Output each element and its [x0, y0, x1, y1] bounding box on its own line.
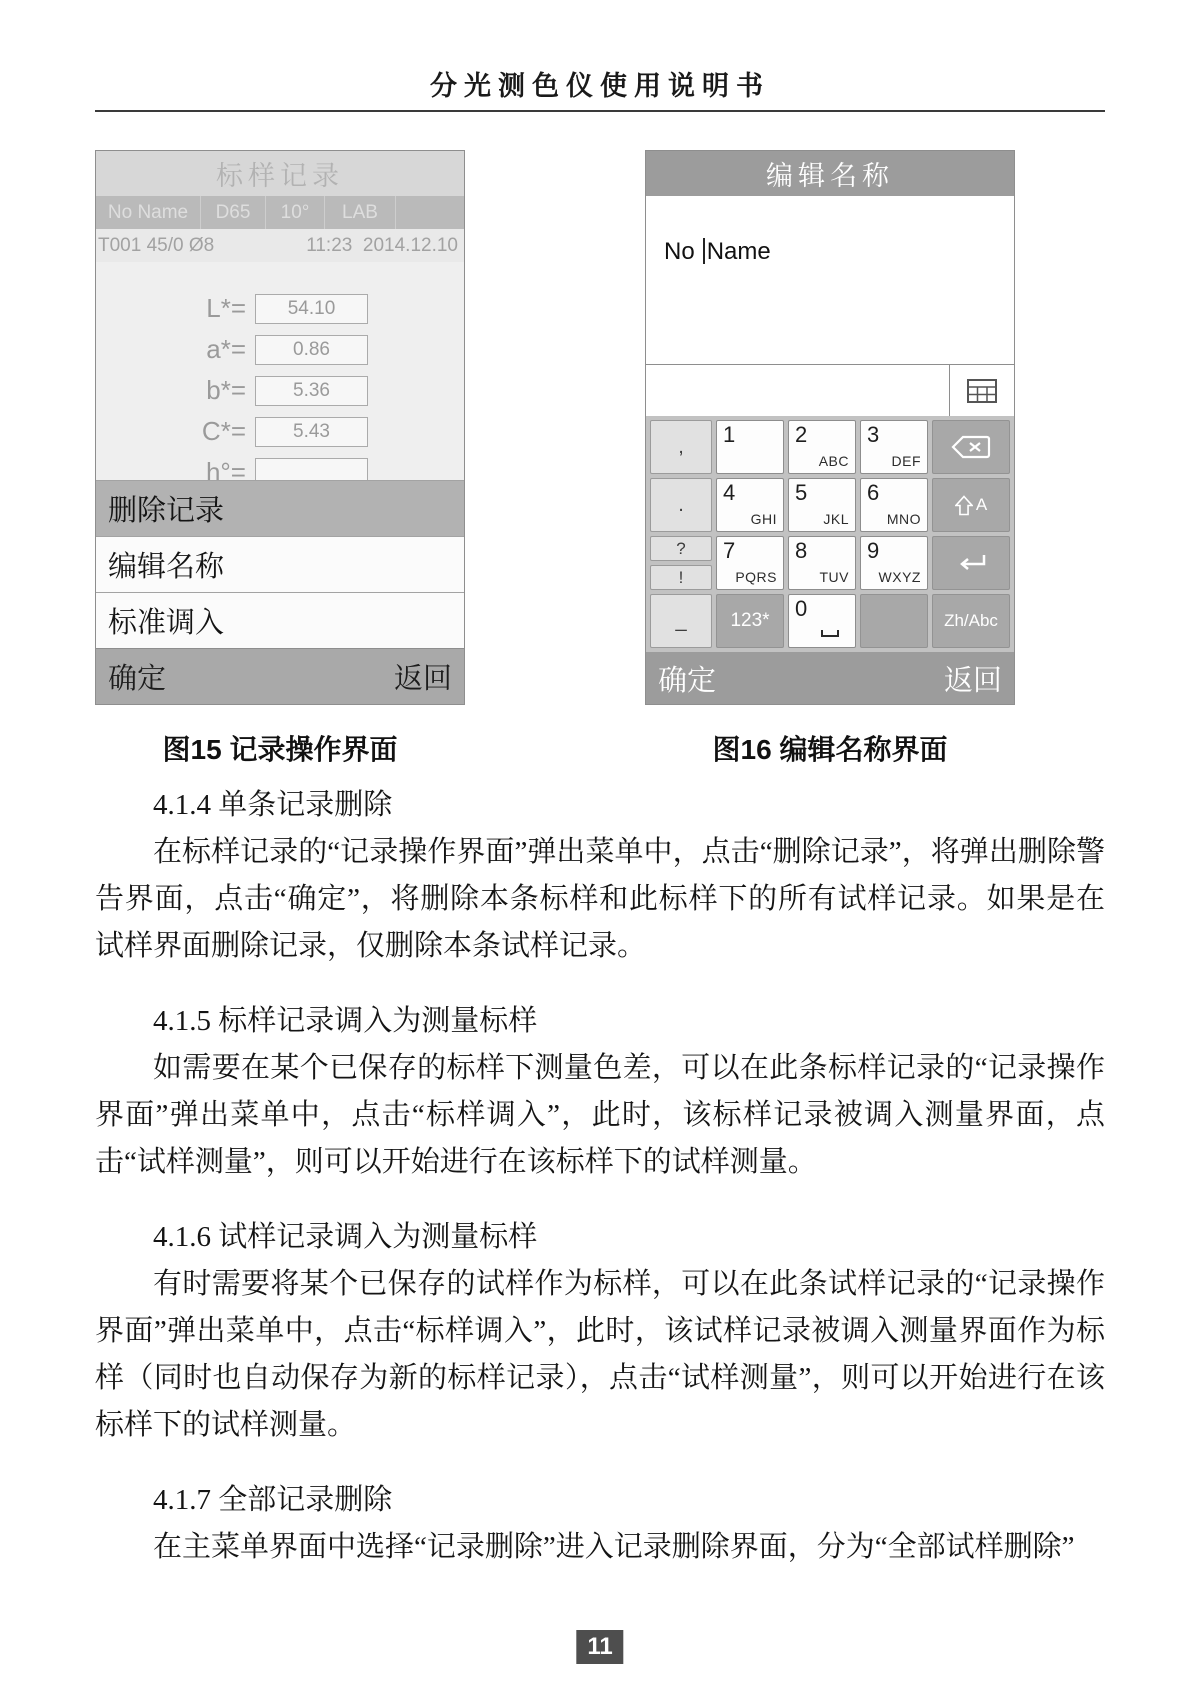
status-illuminant: D65: [201, 196, 266, 229]
value-row-h-clipped: [96, 452, 464, 480]
value-row-L: [96, 288, 464, 329]
status-sample-name: No Name: [96, 196, 201, 229]
language-toggle-key[interactable]: Zh/Abc: [932, 594, 1010, 648]
key-letters: MNO: [886, 511, 921, 527]
section-paragraph: 在标样记录的“记录操作界面”弹出菜单中，点击“删除记录”，将弹出删除警告界面，点击“确定”，将删除本条标样和此标样下的所有试样记录。如果是在试样界面删除记录，仅删除本条试样记录。: [95, 836, 1105, 962]
key-letters: TUV: [819, 569, 849, 585]
key-number: 2: [795, 422, 808, 447]
back-button[interactable]: 返回: [943, 664, 1002, 697]
space-symbol-icon: [821, 630, 839, 637]
value-label: h°=: [205, 457, 246, 480]
shift-key[interactable]: [932, 478, 1010, 532]
section-heading: 4.1.6 试样记录调入为测量标样: [153, 1221, 538, 1253]
key-number: 3: [867, 422, 880, 447]
key-1[interactable]: [716, 420, 784, 474]
enter-key[interactable]: [932, 536, 1010, 590]
record-timestamp: 11:23 2014.12.10: [306, 234, 458, 256]
status-color-space: LAB: [325, 196, 396, 229]
key-5-jkl[interactable]: [788, 478, 856, 532]
fig15-status-bar: [96, 196, 464, 229]
key-0-space[interactable]: [788, 594, 856, 648]
value-field: [255, 458, 368, 481]
key-9-wxyz[interactable]: [860, 536, 928, 590]
t9-keyboard: [646, 416, 1014, 652]
key-letters: ABC: [818, 453, 849, 469]
text-cursor: [703, 238, 705, 264]
value-field: 0.86: [255, 335, 368, 365]
section-4-1-7: [95, 1477, 1105, 1571]
header-rule: [95, 110, 1105, 112]
fig16-bottom-bar: [646, 652, 1014, 704]
value-label: C*=: [201, 416, 246, 446]
status-observer-angle: 10°: [266, 196, 325, 229]
back-button[interactable]: 返回: [393, 663, 452, 695]
key-2-abc[interactable]: [788, 420, 856, 474]
record-info-row: [96, 229, 464, 262]
record-id: T001 45/0 Ø8: [98, 234, 215, 256]
color-values-panel: [96, 262, 464, 480]
key-8-tuv[interactable]: [788, 536, 856, 590]
section-4-1-5: [95, 998, 1105, 1186]
key-letters: PQRS: [735, 569, 777, 585]
section-heading: 4.1.7 全部记录删除: [153, 1484, 393, 1516]
menu-item-load-standard[interactable]: 标准调入: [96, 592, 464, 648]
value-row-b: [96, 370, 464, 411]
punct-key-question[interactable]: ?: [650, 536, 712, 561]
value-label: L*=: [206, 293, 246, 323]
fig16-screen-title: 编辑名称: [646, 151, 1014, 196]
value-field: 54.10: [255, 294, 368, 324]
keyboard-grid-icon: [967, 379, 997, 403]
section-paragraph: 如需要在某个已保存的标样下测量色差，可以在此条标样记录的“记录操作界面”弹出菜单中，点击“标样调入”，此时，该标样记录被调入测量界面，点击“试样测量”，则可以开始进行在该标样下的试样测量。: [95, 1052, 1105, 1178]
menu-item-edit-name[interactable]: 编辑名称: [96, 536, 464, 592]
shift-arrow-icon: [955, 494, 973, 517]
backspace-key[interactable]: [932, 420, 1010, 474]
value-field: 5.43: [255, 417, 368, 447]
keyboard-toggle-button[interactable]: [949, 365, 1014, 416]
value-label: a*=: [206, 334, 246, 364]
value-row-C: [96, 411, 464, 452]
key-letters: JKL: [823, 511, 849, 527]
punct-key-exclaim[interactable]: !: [650, 565, 712, 590]
backspace-icon: [950, 434, 992, 460]
fig15-record-screen: [95, 150, 465, 705]
punct-key-period[interactable]: .: [650, 478, 712, 532]
shift-letter: A: [975, 495, 988, 514]
key-letters: GHI: [750, 511, 777, 527]
fig15-bottom-bar: [96, 648, 464, 704]
key-number: 1: [723, 422, 736, 447]
punct-key-comma[interactable]: ,: [650, 420, 712, 474]
section-paragraph: 在主菜单界面中选择“记录删除”进入记录删除界面，分为“全部试样删除”: [153, 1531, 1075, 1563]
key-number: 6: [867, 480, 880, 505]
key-number: 4: [723, 480, 736, 505]
key-letters: WXYZ: [878, 569, 921, 585]
manual-body: [95, 782, 1105, 1599]
key-letters: DEF: [891, 453, 921, 469]
edit-text-after-cursor: Name: [706, 238, 771, 265]
section-paragraph: 有时需要将某个已保存的试样作为标样，可以在此条试样记录的“记录操作界面”弹出菜单中，点击“标样调入”，此时，该试样记录被调入测量界面作为标样（同时也自动保存为新的标样记录），点击“试样测量”，则可以开始进行在该标样下的试样测量。: [95, 1268, 1105, 1441]
key-3-def[interactable]: [860, 420, 928, 474]
key-number: 8: [795, 538, 808, 563]
key-7-pqrs[interactable]: [716, 536, 784, 590]
candidate-area: [646, 365, 949, 416]
blank-key[interactable]: [860, 594, 928, 648]
fig15-caption: 图15 记录操作界面: [162, 734, 398, 765]
ok-button[interactable]: 确定: [108, 663, 167, 695]
menu-item-delete-record[interactable]: 删除记录: [96, 480, 464, 536]
section-heading: 4.1.5 标样记录调入为测量标样: [153, 1005, 538, 1037]
value-row-a: [96, 329, 464, 370]
key-number: 5: [795, 480, 808, 505]
section-heading: 4.1.4 单条记录删除: [153, 789, 393, 821]
key-number: 9: [867, 538, 880, 563]
fig16-caption: 图16 编辑名称界面: [712, 734, 948, 765]
fig16-edit-name-screen: [645, 150, 1015, 705]
key-number: 0: [795, 596, 808, 621]
key-number: 7: [723, 538, 736, 563]
key-6-mno[interactable]: [860, 478, 928, 532]
value-field: 5.36: [255, 376, 368, 406]
edit-text-before-cursor: No: [664, 238, 695, 265]
section-4-1-6: [95, 1214, 1105, 1449]
section-4-1-4: [95, 782, 1105, 970]
symbols-mode-key[interactable]: 123*: [716, 594, 784, 648]
ok-button[interactable]: 确定: [658, 664, 717, 697]
document-title: 分光测色仪使用说明书: [430, 71, 770, 101]
fig15-screen-title: 标样记录: [96, 151, 464, 196]
candidate-row: [646, 364, 1014, 416]
enter-arrow-icon: [954, 552, 988, 574]
key-4-ghi[interactable]: [716, 478, 784, 532]
value-label: b*=: [206, 375, 246, 405]
page-number: 11: [576, 1630, 623, 1664]
punct-stack: [650, 536, 712, 590]
name-edit-area[interactable]: [646, 196, 1014, 364]
punct-key-underscore[interactable]: _: [650, 594, 712, 648]
